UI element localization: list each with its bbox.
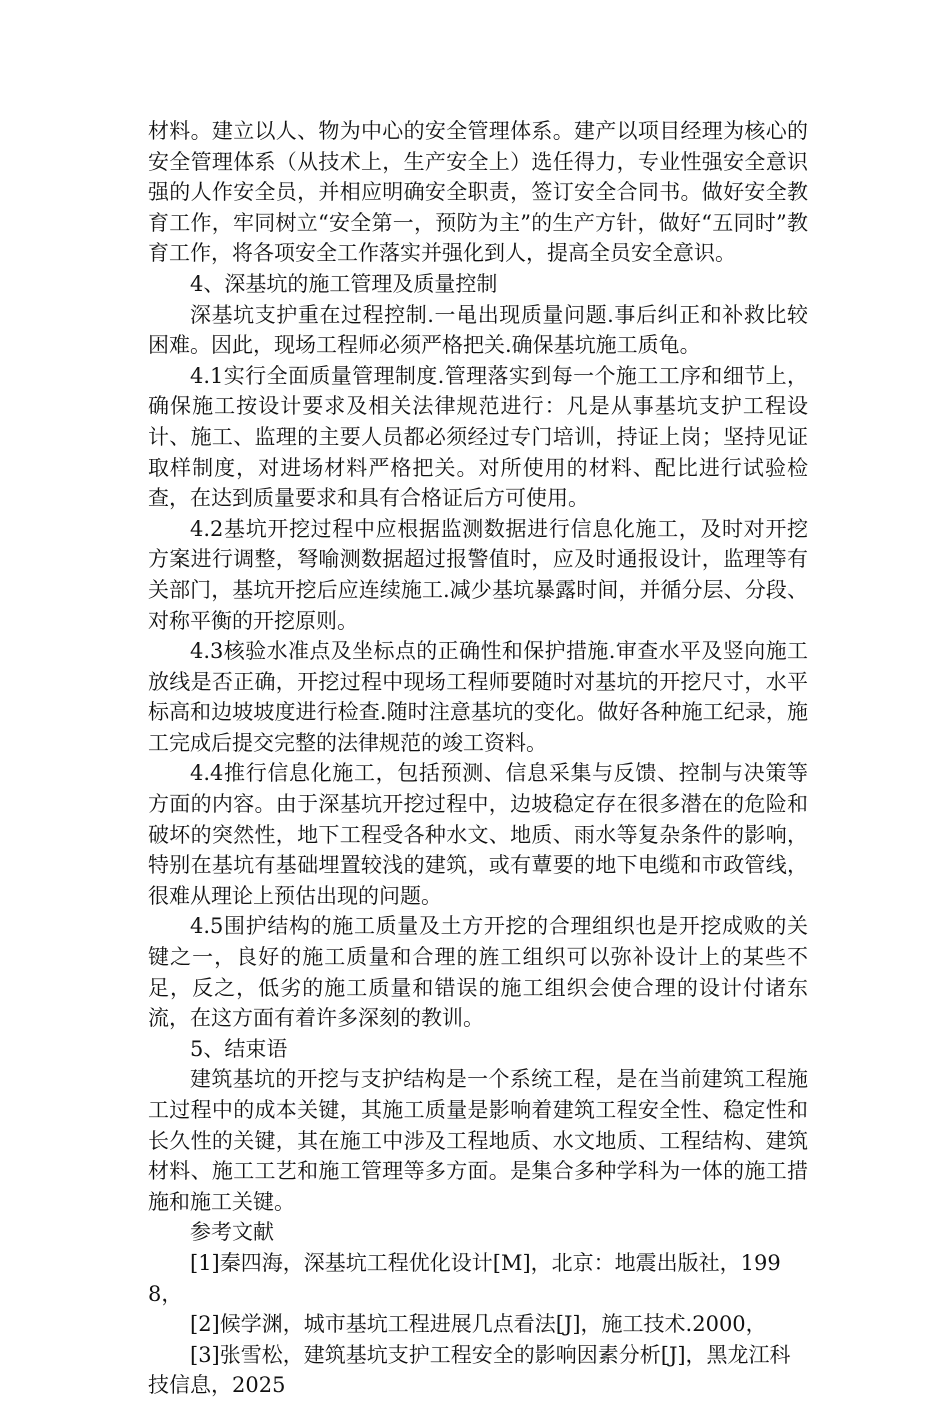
- section-4-5-paragraph: 4.5围护结构的施工质量及土方开挖的合理组织也是开挖成败的关键之一，良好的施工质量和合理的旌工组织可以弥补设计上的某些不足，反之，低劣的施工质量和错误的施工组织会使合理的设计付诸东流，在这方面有着许多深刻的教训。: [148, 914, 808, 1031]
- section-4-4-paragraph: 4.4推行信息化施工，包括预测、信息采集与反馈、控制与决策等方面的内容。由于深基坑开挖过程中，边坡稳定存在很多潜在的危险和破坏的突然性，地下工程受各种水文、地质、雨水等复杂条件的影响，特别在基坑有基础埋置较浅的建筑，或有蕈要的地下电缆和市政管线，很难从理论上预估出现的问题。: [148, 761, 808, 908]
- conclusion-paragraph: 建筑基坑的开挖与支护结构是一个系统工程，是在当前建筑工程施工过程中的成本关键，其施工质量是影响着建筑工程安全性、稳定性和长久性的关键，其在施工中涉及工程地质、水文地质、工程结构、建筑材料、施工工艺和施工管理等多方面。是集合多种学科为一体的施工措施和施工关键。: [148, 1067, 808, 1214]
- section-4-1-paragraph: 4.1实行全面质量管理制度.管理落实到每一个施工工序和细节上，确保施工按设计要求及相关法律规范进行：凡是从事基坑支护工程设计、施工、监理的主要人员都必须经过专门培训，持证上岗；坚持见证取样制度，对进场材料严格把关。对所使用的材料、配比进行试验检查，在达到质量要求和具有合格证后方可使用。: [148, 363, 808, 511]
- section-5-heading: 5、结束语: [190, 1036, 288, 1061]
- reference-item: [2]候学渊，城市基坑工程进展几点看法[J]，施工技术.2000，: [190, 1312, 767, 1337]
- continued-paragraph: 材料。建立以人、物为中心的安全管理体系。建产以项目经理为核心的安全管理体系（从技术上，生产安全上）选任得力，专业性强安全意识强的人作安全员，并相应明确安全职责，签订安全合同书。做好安全教育工作，牢同树立“安全第一，预防为主”的生产方针，做好“五同时”教育工作，将各项安全工作落实并强化到人，提高全员安全意识。: [148, 119, 808, 266]
- reference-item: [1]秦四海，深基坑工程优化设计[M]，北京：地震出版社，1998，: [148, 1250, 781, 1306]
- reference-list: [148, 1248, 808, 1401]
- section-4-heading: 4、深基坑的施工管理及质量控制: [190, 271, 498, 296]
- section-4-3-paragraph: 4.3核验水准点及坐标点的正确性和保护措施.审查水平及竖向施工放线是否正确，开挖过程中现场工程师要随时对基坑的开挖尺寸，水平标高和边坡坡度进行检查.随时注意基坑的变化。做好各种施工纪录，施工完成后提交完整的法律规范的竣工资料。: [148, 639, 808, 755]
- references-heading: 参考文献: [190, 1220, 274, 1245]
- section-4-intro: 深基坑支护重在过程控制.一黾出现质量问题.事后纠正和补救比较困难。因此，现场工程师必须严格把关.确保基坑施工质龟。: [148, 302, 808, 358]
- document-page: [148, 116, 808, 1401]
- section-4-2-paragraph: 4.2基坑开挖过程中应根据监测数据进行信息化施工，及时对开挖方案进行调整，弩喻测数据超过报警值时，应及时通报设计，监理等有关部门，基坑开挖后应连续施工.减少基坑暴露时间，并循分层、分段、对称平衡的开挖原则。: [148, 516, 808, 633]
- reference-item: [3]张雪松，建筑基坑支护工程安全的影响因素分析[J]，黑龙江科技信息，2025: [148, 1342, 791, 1398]
